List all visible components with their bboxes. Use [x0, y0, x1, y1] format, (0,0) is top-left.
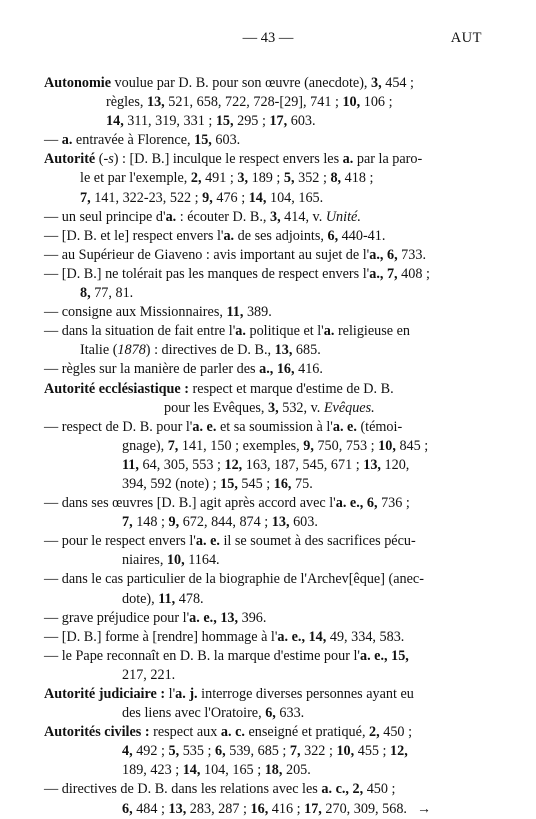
index-subentry-line [44, 513, 496, 532]
bold-ref: a. e. [332, 418, 357, 435]
index-subentry-line [44, 265, 496, 284]
text-segment: 75. [291, 475, 313, 492]
index-subentry-line [44, 246, 496, 265]
text-segment: 455 ; [354, 743, 391, 760]
index-subentry-line [44, 227, 496, 246]
bold-ref: 2, [369, 724, 380, 741]
bold-ref: 13, [220, 609, 239, 626]
text-segment: 394, 592 (note) ; [122, 475, 221, 492]
text-segment: — dans la situation de fait entre l' [44, 323, 236, 340]
index-subentry-line [44, 341, 496, 360]
text-segment: 77, 81. [90, 285, 134, 302]
bold-ref: 12, [390, 743, 408, 760]
text-segment: — dans le cas particulier de la biographie de l'Archev[êque] (anec- [44, 571, 424, 588]
index-subentry-line [44, 590, 496, 609]
text-segment: 205. [282, 762, 311, 779]
text-segment: 416. [294, 361, 323, 378]
text-segment: de ses adjoints, [234, 227, 328, 244]
index-subentry-line [44, 532, 496, 551]
text-segment: — [D. B.] ne tolérait pas les manques de respect envers l' [44, 265, 370, 282]
text-segment: interroge diverses personnes ayant eu [197, 686, 414, 702]
index-subentry-line [44, 208, 496, 227]
text-segment: 414, v. [280, 208, 326, 225]
bold-ref: 8, [80, 285, 91, 302]
bold-ref: 15, [215, 113, 234, 130]
bold-ref: 16, [276, 361, 295, 378]
index-subentry-line [44, 418, 496, 437]
text-segment: 672, 844, 874 ; [179, 514, 272, 531]
text-segment: pour les Evêques, [164, 399, 269, 416]
italic-text: Evêques. [323, 399, 375, 416]
bold-ref: 16, [273, 475, 292, 492]
index-subentry-line [44, 704, 496, 723]
text-segment: 270, 309, 568. [321, 800, 407, 817]
text-segment: 603. [211, 132, 241, 149]
bold-ref: a. [235, 323, 246, 340]
index-subentry-line [44, 570, 496, 589]
text-segment: ) : [D. B.] inculque le respect envers les [113, 151, 343, 168]
bold-ref: 13, [274, 342, 293, 359]
bold-ref: 15, [194, 132, 212, 149]
index-subentry-line [44, 112, 496, 131]
text-segment: 352 ; [294, 170, 331, 187]
italic-text: 1878 [117, 342, 146, 359]
bold-ref: a. e. [195, 533, 220, 550]
text-segment: 295 ; [233, 113, 270, 130]
text-segment: — règles sur la manière de parler des [44, 361, 260, 378]
index-subentry-line [44, 551, 496, 570]
bold-ref: 13, [168, 800, 187, 817]
text-segment: — respect de D. B. pour l' [44, 418, 193, 435]
bold-ref: 6, [366, 495, 378, 512]
bold-ref: a. c. [220, 724, 245, 741]
text-segment: — directives de D. B. dans les relations avec les [44, 781, 322, 798]
text-segment: — le Pape reconnaît en D. B. la marque d'estime pour l' [44, 647, 360, 664]
bold-ref: 2, [352, 781, 364, 798]
text-segment: voulue par D. B. pour son œuvre (anecdote), [111, 75, 372, 91]
text-segment: 120, [380, 456, 410, 473]
bold-ref: 11, [158, 590, 176, 607]
text-segment: des liens avec l'Oratoire, [122, 705, 266, 722]
bold-ref: a. e. [192, 418, 217, 435]
bold-ref: 12, [224, 456, 243, 473]
continue-arrow-icon: → [416, 801, 431, 817]
text-segment: 450 ; [363, 781, 396, 798]
text-segment: 603. [287, 113, 316, 130]
index-subentry-line [44, 494, 496, 513]
text-segment: 845 ; [395, 437, 429, 454]
bold-ref: a. j. [175, 686, 198, 702]
bold-ref: 13, [146, 94, 165, 111]
text-segment: enseigné et pratiqué, [244, 724, 370, 741]
text-segment: le et par l'exemple, [80, 170, 191, 187]
bold-ref: 14, [182, 762, 201, 779]
text-segment: 141, 150 ; exemples, [178, 437, 304, 454]
bold-ref: 7, [122, 514, 133, 531]
index-subentry-line [44, 609, 496, 628]
text-segment: Italie ( [80, 342, 118, 359]
index-subentry-line [44, 169, 496, 188]
text-segment: 476 ; [212, 189, 249, 206]
text-segment: — [D. B. et le] respect envers l' [44, 227, 224, 244]
text-segment: entravée à Florence, [72, 132, 195, 149]
index-subentry-line [44, 284, 496, 303]
bold-ref: 13, [271, 514, 290, 531]
bold-ref: a. e., [359, 647, 388, 664]
bold-ref: Autorité [44, 151, 96, 168]
index-subentry-line [44, 780, 496, 799]
index-subentry-line [44, 475, 496, 494]
bold-ref: 5, [283, 170, 295, 187]
text-segment: 311, 319, 331 ; [123, 113, 216, 130]
bold-ref: 15, [391, 647, 409, 664]
text-segment: il se soumet à des sacrifices pécu- [219, 533, 416, 550]
text-segment: — au Supérieur de Giaveno : avis important au sujet de l' [44, 246, 370, 263]
text-segment: 217, 221. [122, 666, 176, 683]
bold-ref: 14, [308, 628, 327, 645]
bold-ref: 3, [269, 208, 281, 225]
bold-ref: a., [369, 265, 384, 282]
index-entries [44, 74, 496, 819]
bold-ref: 11, [226, 304, 244, 321]
text-segment: 478. [175, 590, 204, 607]
index-subentry-line [44, 131, 496, 150]
index-entry-line [44, 380, 496, 399]
italic-text: -s [103, 151, 114, 168]
text-segment: 532, v. [278, 399, 324, 416]
bold-ref: a. e., [189, 609, 217, 626]
text-segment: 64, 305, 553 ; [138, 456, 225, 473]
bold-ref: 14, [106, 113, 124, 130]
text-segment: — [44, 132, 62, 149]
bold-ref: 7, [386, 265, 398, 282]
index-subentry-line [44, 628, 496, 647]
text-segment: 685. [292, 342, 321, 359]
text-segment: 104, 165 ; [200, 762, 265, 779]
text-segment: 416 ; [268, 800, 305, 817]
text-segment: 521, 658, 722, 728-[29], 741 ; [164, 94, 343, 111]
bold-ref: 7, [80, 189, 91, 206]
text-segment: : écouter D. B., [176, 208, 270, 225]
bold-ref: Autorités civiles : [44, 724, 150, 741]
index-subentry-line [44, 399, 496, 418]
text-segment: règles, [106, 94, 147, 111]
bold-ref: 6, [215, 743, 226, 760]
text-segment: 322 ; [300, 743, 337, 760]
bold-ref: 8, [330, 170, 342, 187]
text-segment: — pour le respect envers l' [44, 533, 196, 550]
text-segment: dote), [122, 590, 159, 607]
index-subentry-line [44, 303, 496, 322]
bold-ref: 6, [122, 800, 133, 817]
bold-ref: 14, [248, 189, 267, 206]
bold-ref: 10, [378, 437, 396, 454]
text-segment: 733. [397, 246, 426, 263]
bold-ref: 9, [202, 189, 213, 206]
text-segment: (témoi- [356, 418, 403, 435]
bold-ref: a. [323, 323, 335, 340]
bold-ref: 17, [269, 113, 288, 130]
bold-ref: a., [369, 246, 384, 263]
text-segment: 603. [289, 514, 318, 531]
bold-ref: Autorité judiciaire : [44, 686, 166, 702]
text-segment: 545 ; [237, 475, 274, 492]
bold-ref: Autonomie [44, 75, 111, 91]
text-segment: 750, 753 ; [313, 437, 379, 454]
bold-ref: a. e., [335, 495, 364, 512]
text-segment: 736 ; [377, 495, 410, 512]
text-segment: 408 ; [397, 265, 430, 282]
bold-ref: 7, [289, 743, 301, 760]
text-segment: 418 ; [341, 170, 374, 187]
bold-ref: 4, [122, 743, 133, 760]
text-segment: 539, 685 ; [225, 743, 290, 760]
text-segment: respect aux [149, 724, 221, 741]
text-segment: ( [95, 151, 104, 168]
text-segment: 396. [238, 609, 267, 626]
text-segment: 106 ; [360, 94, 393, 111]
text-segment: 148 ; [132, 514, 169, 531]
index-subentry-line [44, 742, 496, 761]
text-segment: 141, 322-23, 522 ; [90, 189, 203, 206]
text-segment: — dans ses œuvres [D. B.] agit après accord avec l' [44, 495, 336, 512]
bold-ref: 13, [363, 456, 381, 473]
text-segment: 484 ; [132, 800, 169, 817]
text-segment: par la paro- [353, 151, 423, 168]
bold-ref: Autorité ecclésiastique : [44, 380, 189, 397]
bold-ref: 6, [327, 227, 339, 244]
bold-ref: a. [223, 227, 235, 244]
running-head: AUT [450, 30, 482, 46]
italic-text: Unité. [325, 208, 361, 225]
text-segment: gnage), [122, 437, 168, 454]
index-subentry-line [44, 437, 496, 456]
text-segment: 1164. [184, 552, 220, 569]
bold-ref: 10, [166, 552, 185, 569]
text-segment: respect et marque d'estime de D. B. [189, 380, 394, 397]
index-subentry-line [44, 93, 496, 112]
text-segment: 283, 287 ; [186, 800, 251, 817]
index-entry-line [44, 74, 496, 93]
index-entry-line [44, 150, 496, 169]
bold-ref: a. c., [321, 781, 349, 798]
bold-ref: 2, [190, 170, 202, 187]
bold-ref: 10, [342, 94, 361, 111]
bold-ref: 7, [167, 437, 179, 454]
index-subentry-line [44, 800, 496, 819]
index-subentry-line [44, 322, 496, 341]
text-segment: politique et l' [245, 323, 324, 340]
text-segment: 633. [275, 705, 305, 722]
bold-ref: 3, [268, 399, 279, 416]
bold-ref: 3, [237, 170, 249, 187]
text-segment: — un seul principe d' [44, 208, 166, 225]
bold-ref: a. [342, 151, 354, 168]
text-segment: 163, 187, 545, 671 ; [242, 456, 364, 473]
bold-ref: 9, [168, 514, 180, 531]
bold-ref: 18, [264, 762, 283, 779]
bold-ref: 16, [250, 800, 269, 817]
bold-ref: a., [259, 361, 274, 378]
text-segment: l' [165, 686, 176, 702]
index-subentry-line [44, 456, 496, 475]
bold-ref: a. e., [277, 628, 306, 645]
index-entry-line [44, 723, 496, 742]
index-subentry-line [44, 360, 496, 379]
text-segment: 492 ; [132, 743, 169, 760]
text-segment: 535 ; [179, 743, 216, 760]
bold-ref: 9, [303, 437, 314, 454]
index-entry-line [44, 685, 496, 704]
bold-ref: 6, [265, 705, 276, 722]
text-segment: religieuse en [334, 323, 411, 340]
bold-ref: 17, [304, 800, 322, 817]
text-segment: 49, 334, 583. [326, 628, 405, 645]
bold-ref: a. [61, 132, 73, 149]
bold-ref: a. [165, 208, 177, 225]
bold-ref: 10, [336, 743, 355, 760]
index-subentry-line [44, 189, 496, 208]
text-segment: 389. [243, 304, 272, 321]
text-segment: et sa soumission à l' [216, 418, 333, 435]
text-segment: 440-41. [338, 227, 386, 244]
page-number: — 43 — [242, 30, 294, 46]
bold-ref: 5, [168, 743, 180, 760]
bold-ref: 6, [386, 246, 398, 263]
text-segment: 454 ; [381, 75, 414, 91]
text-segment: 189, 423 ; [122, 762, 183, 779]
bold-ref: 3, [371, 75, 382, 91]
bold-ref: 15, [220, 475, 238, 492]
text-segment: 104, 165. [266, 189, 324, 206]
index-subentry-line [44, 761, 496, 780]
index-subentry-line [44, 666, 496, 685]
page-header [0, 30, 536, 50]
text-segment: niaires, [122, 552, 167, 569]
bold-ref: 11, [122, 456, 139, 473]
text-segment: 189 ; [248, 170, 284, 187]
text-segment: ) : directives de D. B., [145, 342, 275, 359]
text-segment: — [D. B.] forme à [rendre] hommage à l' [44, 628, 278, 645]
index-subentry-line [44, 647, 496, 666]
text-segment: — consigne aux Missionnaires, [44, 304, 227, 321]
text-segment: 450 ; [379, 724, 413, 741]
text-segment: 491 ; [201, 170, 238, 187]
text-segment: — grave préjudice pour l' [44, 609, 190, 626]
